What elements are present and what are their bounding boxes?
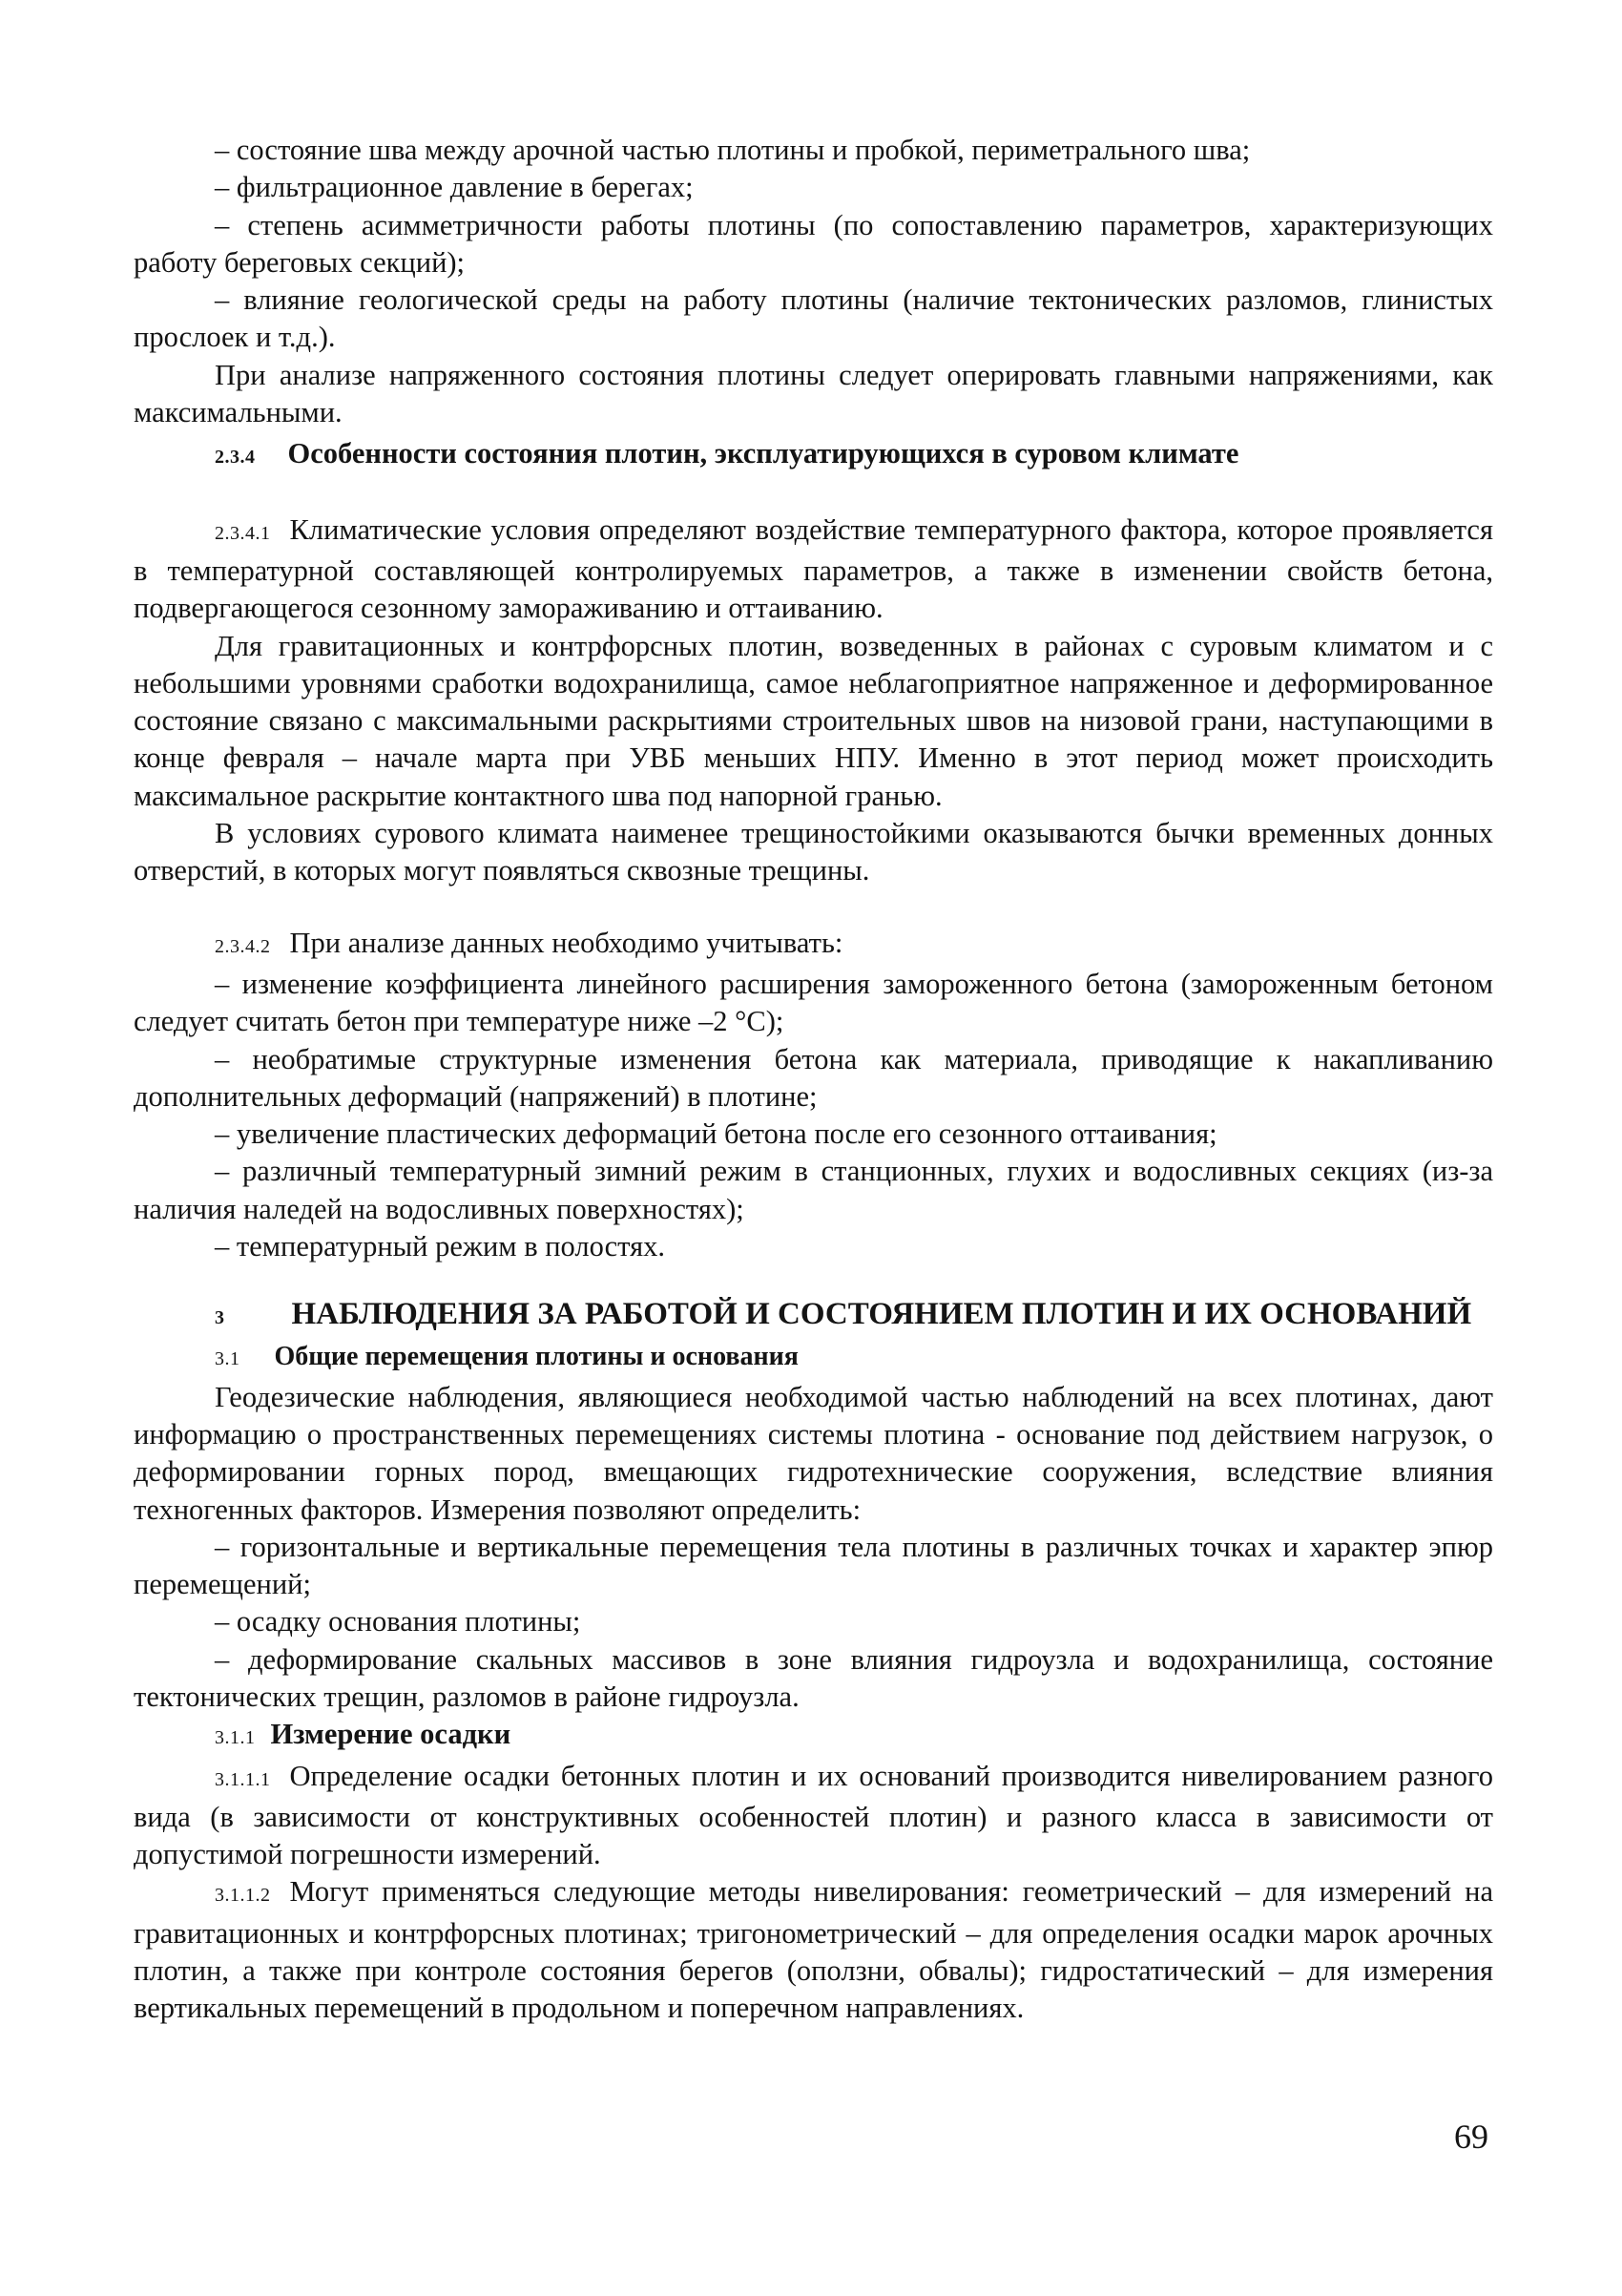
clause-number: 3.1.1.1 (215, 1768, 271, 1790)
list-item: – осадку основания плотины; (215, 1605, 581, 1639)
paragraph-stress: При анализе напряженного состояния плотины следует оперировать главными напряжениями, как максимальными. (134, 358, 1493, 429)
section-heading-2-3-4 (134, 435, 1493, 476)
section-number: 2.3.4 (215, 447, 256, 469)
list-item: – состояние шва между арочной частью плотины и пробкой, периметрального шва; (215, 134, 1251, 166)
section-number: 3.1 (215, 1348, 240, 1370)
paragraph-geodetic: Геодезические наблюдения, являющиеся необходимой частью наблюдений на всех плотинах, дают информацию о пространственных перемещениях системы плотина - основание под действием нагрузок, о деформировании горных пород, вмещающих гидротехнические сооружения, вследствие влияния техногенных факторов. Измерения позволяют определить: (134, 1380, 1493, 1526)
clause-3-1-1-2 (134, 1873, 1493, 2027)
clause-3-1-1-1 (134, 1758, 1493, 1874)
chapter-heading-3 (134, 1294, 1493, 1338)
list-item: – горизонтальные и вертикальные перемещения тела плотины в различных точках и характер эпюр перемещений; (134, 1530, 1493, 1601)
list-item: – фильтрационное давление в берегах; (215, 171, 694, 204)
section-number: 3.1.1 (215, 1727, 256, 1749)
section-heading-3-1 (134, 1338, 1493, 1378)
section-title: Общие перемещения плотины и основания (274, 1342, 799, 1372)
clause-2-3-4-1 (134, 511, 1493, 628)
list-item: – необратимые структурные изменения бетона как материала, приводящие к накапливанию дополнительных деформаций (напряжений) в плотине; (134, 1042, 1493, 1113)
list-item: – различный температурный зимний режим в станционных, глухих и водосливных секциях (из-за наличия наледей на водосливных поверхностях); (134, 1155, 1493, 1225)
list-item: – влияние геологической среды на работу плотины (наличие тектонических разломов, глинистых прослоек и т.д.). (134, 283, 1493, 354)
clause-text: Определение осадки бетонных плотин и их оснований производится нивелированием разного вида (в зависимости от конструктивных особенностей плотин) и разного класса в зависимости от допустимой погрешности измерений. (134, 1759, 1493, 1871)
clause-text: Климатические условия определяют воздействие температурного фактора, которое проявляется в температурной составляющей контролируемых параметров, а также в изменении свойств бетона, подвергающегося сезонному замораживанию и оттаиванию. (134, 512, 1493, 625)
clause-number: 3.1.1.2 (215, 1885, 271, 1907)
paragraph-gravity-dams: Для гравитационных и контрфорсных плотин, возведенных в районах с суровым климатом и с небольшими уровнями сработки водохранилища, самое неблагоприятное напряженное и деформированное состояние связано с максимальными раскрытиями строительных швов на низовой грани, наступающими в конце февраля – начале марта при УВБ меньших НПУ. Именно в этот период может происходить максимальное раскрытие контактного шва под напорной гранью. (134, 629, 1493, 812)
list-item: – температурный режим в полостях. (215, 1230, 665, 1263)
chapter-number: 3 (215, 1307, 225, 1329)
list-item: – степень асимметричности работы плотины (по сопоставлению параметров, характеризующих работу береговых секций); (134, 208, 1493, 279)
clause-text: При анализе данных необходимо учитывать: (289, 926, 843, 959)
clause-number: 2.3.4.2 (215, 935, 271, 957)
paragraph-severe-climate: В условиях сурового климата наименее трещиностойкими оказываются бычки временных донных отверстий, в которых могут появляться сквозные трещины. (134, 817, 1493, 887)
chapter-title: НАБЛЮДЕНИЯ ЗА РАБОТОЙ И СОСТОЯНИЕМ ПЛОТИН И ИХ ОСНОВАНИЙ (291, 1297, 1472, 1332)
list-item: – деформирование скальных массивов в зоне влияния гидроузла и водохранилища, состояние тектонических трещин, разломов в районе гидроузла. (134, 1642, 1493, 1713)
section-title: Особенности состояния плотин, эксплуатирующихся в суровом климате (287, 437, 1239, 470)
list-item: – изменение коэффициента линейного расширения замороженного бетона (замороженным бетоном следует считать бетон при температуре ниже –2 °С); (134, 967, 1493, 1038)
section-title: Измерение осадки (270, 1718, 511, 1751)
clause-number: 2.3.4.1 (215, 522, 271, 544)
clause-2-3-4-2 (134, 925, 1493, 966)
section-heading-3-1-1 (134, 1716, 1493, 1757)
clause-text: Могут применяться следующие методы нивелирования: геометрический – для измерений на гравитационных и контрфорсных плотинах; тригонометрический – для определения осадки марок арочных плотин, а также при контроле состояния берегов (оползни, обвалы); гидростатический – для измерения вертикальных перемещений в продольном и поперечном направлениях. (134, 1875, 1493, 2025)
list-item: – увеличение пластических деформаций бетона после его сезонного оттаивания; (215, 1117, 1217, 1151)
page-number: 69 (1454, 2118, 1488, 2156)
